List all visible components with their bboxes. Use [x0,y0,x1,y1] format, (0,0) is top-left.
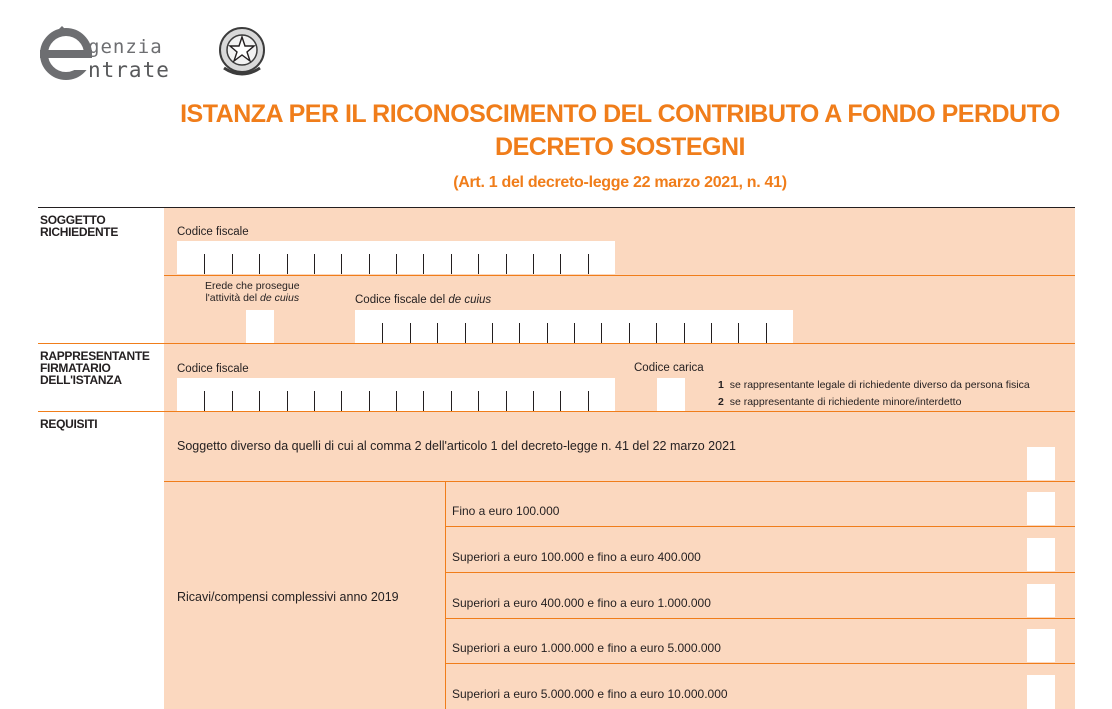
soggetto-label-line2: RICHIEDENTE [40,225,119,239]
section-divider-2 [38,411,1075,412]
form-subtitle: (Art. 1 del decreto-legge 22 marzo 2021, n. 41) [453,174,787,191]
erede-label-line2b: de cuius [260,292,300,304]
soggetto-section-label [40,214,118,238]
ricavi-checkbox-3[interactable] [1027,584,1055,617]
soggetto-cf-label: Codice fiscale [177,226,249,238]
logo-line2: ntrate [88,58,170,82]
form-title-line1: ISTANZA PER IL RICONOSCIMENTO DEL CONTRIBUTO A FONDO PERDUTO [180,100,1060,128]
ricavi-divider-1 [445,526,1075,527]
carica-option-1 [718,379,1030,392]
carica-option-2 [718,396,961,409]
ricavi-option-1: Fino a euro 100.000 [452,504,560,518]
rappresentante-label-line2: FIRMATARIO [40,361,111,375]
requisiti-section-label: REQUISITI [40,417,98,431]
ricavi-option-4: Superiori a euro 1.000.000 e fino a euro 5.000.000 [452,641,721,655]
cf-de-cuius-label [355,294,491,307]
ricavi-checkbox-1[interactable] [1027,492,1055,525]
rappresentante-cf-label: Codice fiscale [177,363,249,375]
ricavi-label: Ricavi/compensi complessivi anno 2019 [177,590,399,604]
form-title-line2: DECRETO SOSTEGNI [495,133,745,161]
agency-logo [38,24,278,84]
soggetto-cf-input[interactable] [177,241,615,274]
ricavi-checkbox-2[interactable] [1027,538,1055,571]
section-divider-1 [38,343,1075,344]
emblem-icon [216,24,268,80]
rappresentante-section-label [40,350,150,386]
erede-label-line2a: l'attività del [205,292,260,304]
cf-de-cuius-label-a: Codice fiscale del [355,294,449,306]
erede-checkbox[interactable] [246,310,274,343]
logo-line1: genzia [88,36,163,58]
ricavi-divider-3 [445,618,1075,619]
cf-de-cuius-label-b: de cuius [448,294,492,306]
ricavi-checkbox-5[interactable] [1027,675,1055,709]
codice-carica-label: Codice carica [634,362,704,374]
ricavi-option-2: Superiori a euro 100.000 e fino a euro 400.000 [452,550,701,564]
ricavi-option-3: Superiori a euro 400.000 e fino a euro 1.000.000 [452,596,711,610]
soggetto-label-line1: SOGGETTO [40,213,106,227]
ricavi-divider-2 [445,572,1075,573]
ricavi-option-5: Superiori a euro 5.000.000 e fino a euro 10.000.000 [452,687,728,701]
codice-carica-input[interactable] [657,378,685,411]
soggetto-divider [164,275,1075,276]
ricavi-divider-4 [445,663,1075,664]
soggetto-diverso-text: Soggetto diverso da quelli di cui al comma 2 dell'articolo 1 del decreto-legge n. 41 del 22 marzo 2021 [177,439,736,453]
carica-option-2-text: se rappresentante di richiedente minore/interdetto [729,396,962,408]
rappresentante-cf-input[interactable] [177,378,615,411]
ricavi-checkbox-4[interactable] [1027,629,1055,662]
cf-de-cuius-input[interactable] [355,310,793,343]
requisiti-divider [164,481,1075,482]
soggetto-diverso-checkbox[interactable] [1027,447,1055,480]
erede-label-line1: Erede che prosegue [205,280,300,292]
rappresentante-label-line3: DELL'ISTANZA [40,373,122,387]
rappresentante-label-line1: RAPPRESENTANTE [40,349,150,363]
carica-option-1-num: 1 [718,379,724,391]
carica-option-2-num: 2 [718,396,724,408]
erede-label [205,280,300,304]
carica-option-1-text: se rappresentante legale di richiedente diverso da persona fisica [729,379,1030,391]
ricavi-vertical-rule [445,482,446,709]
form-band [164,208,1075,709]
